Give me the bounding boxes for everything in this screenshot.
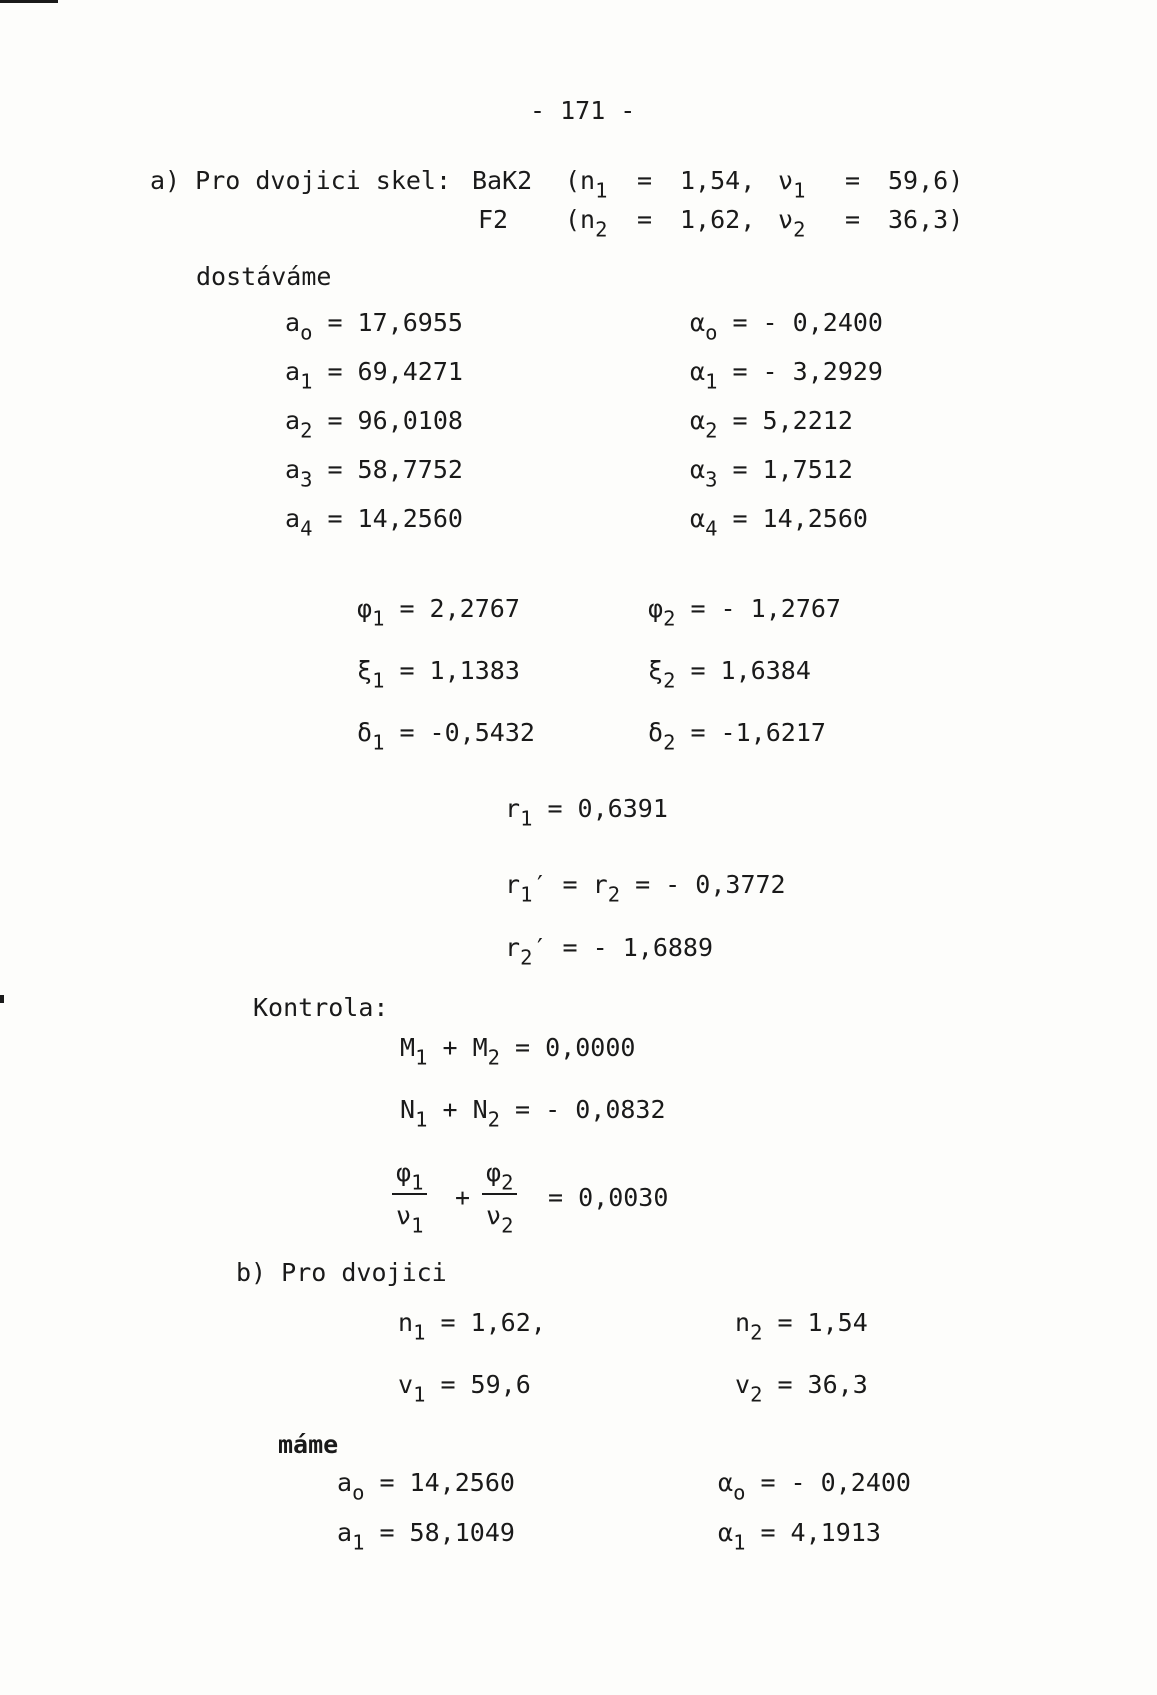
glass2-n: ($n_2$ [565,205,608,242]
obtain-label: dostáváme [196,262,332,291]
edge-mark [0,995,4,1003]
radius-r1-prime: $r_1' = r_2$ = - 0,3772 [505,870,786,907]
coef-a2: $a_2 = 96,0108$ [285,406,463,443]
check-label: Kontrola: [253,993,389,1022]
radius-r2-prime: $r_2'$ = - 1,6889 [505,933,714,970]
coef-alpha2: $\alpha_2 = 5,2212$ [690,406,853,443]
page-number: - 171 - [530,96,636,125]
glass2-eq: = [637,205,653,234]
section-b-intro: b) Pro dvojici [236,1258,447,1287]
glass2-name: F2 [478,205,509,234]
coef-b-alpha0: $\alpha_o$ = - 0,2400 [718,1468,911,1505]
glass1-name: BaK2 [472,166,533,195]
glass1-eq2: = [845,166,861,195]
glass1-n-value: 1,54, [680,166,756,195]
coef-alpha4: $\alpha_4 = 14,2560$ [690,504,868,541]
glass2-n-value: 1,62, [680,205,756,234]
coef-a0: $a_o = 17,6955$ [285,308,463,345]
coef-a3: $a_3 = 58,7752$ [285,455,463,492]
glass2-nu: $\nu_2$ [778,205,806,242]
abbe-v1: $v_1 = 59,6$ [398,1370,531,1407]
fraction-sum-result: = 0,0030 [548,1183,669,1212]
check-sum-n: $N_1 + N_2$ = - 0,0832 [400,1095,666,1132]
coef-alpha0: $\alpha_o$ = - 0,2400 [690,308,883,345]
fraction-phi2-nu2: $\frac{\varphi_2}{\nu_2}$ [482,1158,517,1230]
xi2-value: $\xi_2 = 1,6384$ [648,656,811,693]
corner-mark [0,0,58,3]
refr-n2: $n_2 = 1,54$ [735,1308,868,1345]
coef-a4: $a_4 = 14,2560$ [285,504,463,541]
glass1-n: ($n_1$ [565,166,608,203]
radius-r1: $r_1 = 0,6391$ [505,794,668,831]
have-label: máme [278,1430,339,1459]
glass2-eq2: = [845,205,861,234]
fraction-plus: + [455,1183,471,1212]
coef-a1: $a_1 = 69,4271$ [285,357,463,394]
abbe-v2: $v_2 = 36,3$ [735,1370,868,1407]
fraction-phi1-nu1: $\frac{\varphi_1}{\nu_1}$ [392,1158,427,1230]
coef-b-a1: $a_1 = 58,1049$ [337,1518,515,1555]
delta1-value: $\delta_1 = -0,5432$ [357,718,535,755]
glass2-nu-value: 36,3) [888,205,964,234]
coef-b-a0: $a_o = 14,2560$ [337,1468,515,1505]
phi1-value: $\varphi_1 = 2,2767$ [357,594,520,631]
coef-alpha3: $\alpha_3 = 1,7512$ [690,455,853,492]
check-sum-m: $M_1 + M_2 = 0,0000$ [400,1033,636,1070]
delta2-value: $\delta_2 = -1,6217$ [648,718,826,755]
section-a-intro: a) Pro dvojici skel: [150,166,452,195]
glass1-nu-value: 59,6) [888,166,964,195]
phi2-value: $\varphi_2$ = - 1,2767 [648,594,841,631]
xi1-value: $\xi_1 = 1,1383$ [357,656,520,693]
coef-alpha1: $\alpha_1$ = - 3,2929 [690,357,883,394]
glass1-eq: = [637,166,653,195]
glass1-nu: $\nu_1$ [778,166,806,203]
coef-b-alpha1: $\alpha_1 = 4,1913$ [718,1518,881,1555]
refr-n1: $n_1 = 1,62$, [398,1308,546,1345]
